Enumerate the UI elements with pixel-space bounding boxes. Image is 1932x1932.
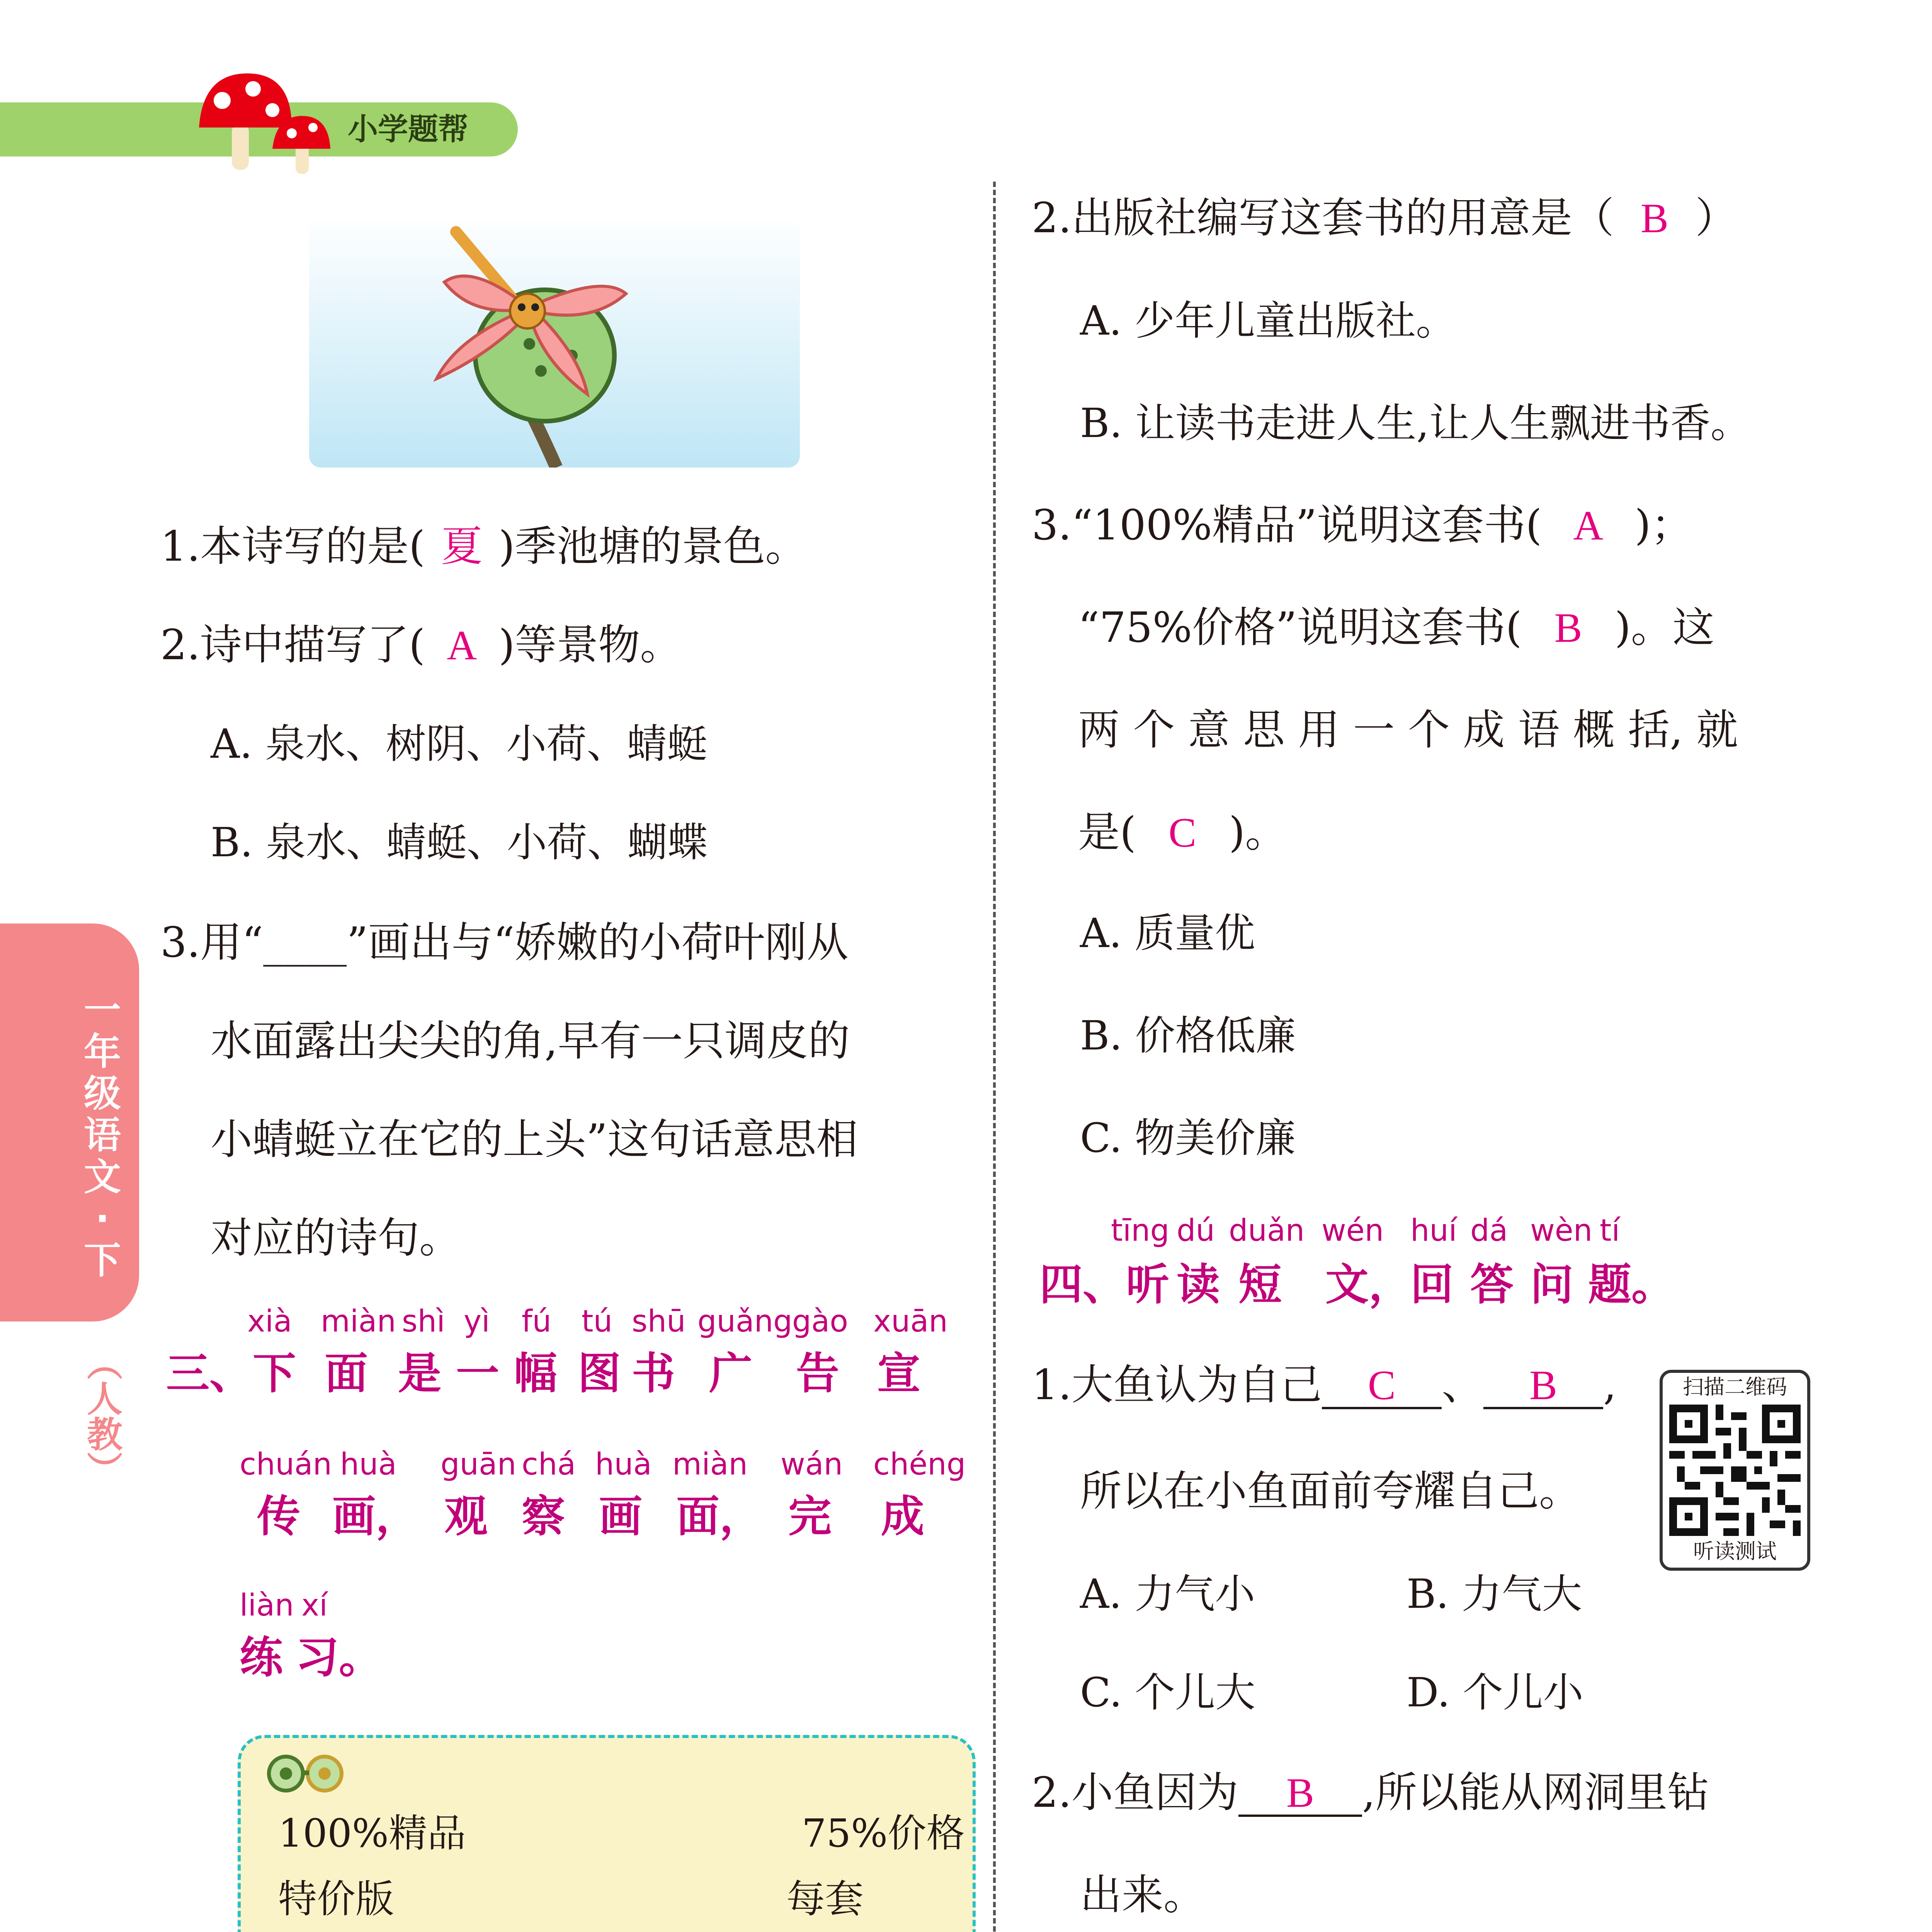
column-divider (993, 182, 996, 1932)
brand-title: 小学题帮 (348, 112, 469, 147)
s4q1-option-d: D. 个儿小 (1406, 1669, 1583, 1716)
ad-per-set: 每套 (786, 1876, 864, 1922)
s3q3-option-b: B. 价格低廉 (1080, 1012, 1296, 1059)
q2: 2.诗中描写了( A )等景物。 (160, 618, 682, 673)
s4q1: 1.大鱼认为自己 C 、 B , (1032, 1361, 1617, 1409)
s3q3-answer-1[interactable]: A (1573, 503, 1604, 549)
ad-quality: 100%精品 (278, 1811, 466, 1856)
s3q2-option-a: A. 少年儿童出版社。 (1080, 297, 1456, 344)
s4q2-line-2: 出来。 (1080, 1871, 1206, 1919)
glasses-icon (267, 1747, 348, 1797)
s4q1-option-a: A. 力气小 (1080, 1570, 1255, 1617)
s4q1-line-2: 所以在小鱼面前夸耀自己。 (1080, 1467, 1581, 1515)
q2-option-a: A. 泉水、树阴、小荷、蜻蜓 (211, 720, 707, 767)
s3q2-answer[interactable]: B (1641, 196, 1669, 242)
mushroom-logo-icon (195, 66, 342, 178)
q3-line-3: 小蜻蜓立在它的上头”这句话意思相 (211, 1116, 858, 1164)
s3q3-line-2: “75%价格”说明这套书( B )。这 (1078, 601, 1714, 655)
q3-line-4: 对应的诗句。 (211, 1214, 461, 1262)
q3: 3.用“____”画出与“娇嫩的小荷叶刚从 (160, 918, 849, 967)
ad-edition: 特价版 (278, 1876, 394, 1922)
s4q2-answer[interactable]: B (1238, 1772, 1362, 1817)
s3q3: 3.“100%精品”说明这套书( A )； (1032, 498, 1693, 553)
side-tab-grade: 一年级语文·下 (84, 988, 121, 1282)
qr-code-bottom-label: 听读测试 (1693, 1539, 1777, 1563)
q3-line-2: 水面露出尖尖的角,早有一只调皮的 (211, 1017, 850, 1065)
q1-answer[interactable]: 夏 (441, 524, 483, 570)
dragonfly-lotus-illustration (309, 216, 800, 468)
s3q3-line-3: 两 个 意 思 用 一 个 成 语 概 括, 就 (1078, 706, 1738, 754)
s3q3-answer-2[interactable]: B (1554, 605, 1582, 651)
q2-option-b: B. 泉水、蜻蜓、小荷、蝴蝶 (211, 819, 708, 866)
s3q3-option-c: C. 物美价廉 (1080, 1114, 1296, 1162)
s3q3-option-a: A. 质量优 (1080, 910, 1255, 957)
qr-code-icon (1669, 1405, 1801, 1536)
ad-price: 75%价格 (802, 1811, 965, 1856)
s3q3-answer-3[interactable]: C (1168, 810, 1197, 856)
s3q2-option-b: B. 让读书走进人生,让人生飘进书香。 (1080, 400, 1751, 447)
q1: 1.本诗写的是( 夏 )季池塘的景色。 (160, 520, 807, 574)
qr-code-top-label: 扫描二维码 (1683, 1375, 1787, 1399)
q2-answer[interactable]: A (447, 622, 477, 668)
side-tab-edition: （人教） (81, 1345, 122, 1487)
s4q1-answer-2[interactable]: B (1483, 1364, 1603, 1409)
s3q3-line-4: 是( C )。 (1078, 806, 1287, 860)
s3q2: 2.出版社编写这套书的用意是（ B ） (1032, 191, 1737, 246)
s4q1-option-b: B. 力气大 (1406, 1570, 1582, 1617)
s4q1-option-c: C. 个儿大 (1080, 1669, 1255, 1716)
s4q2: 2.小鱼因为 B ,所以能从网洞里钻 (1032, 1769, 1709, 1817)
s4q1-answer-1[interactable]: C (1322, 1364, 1442, 1409)
